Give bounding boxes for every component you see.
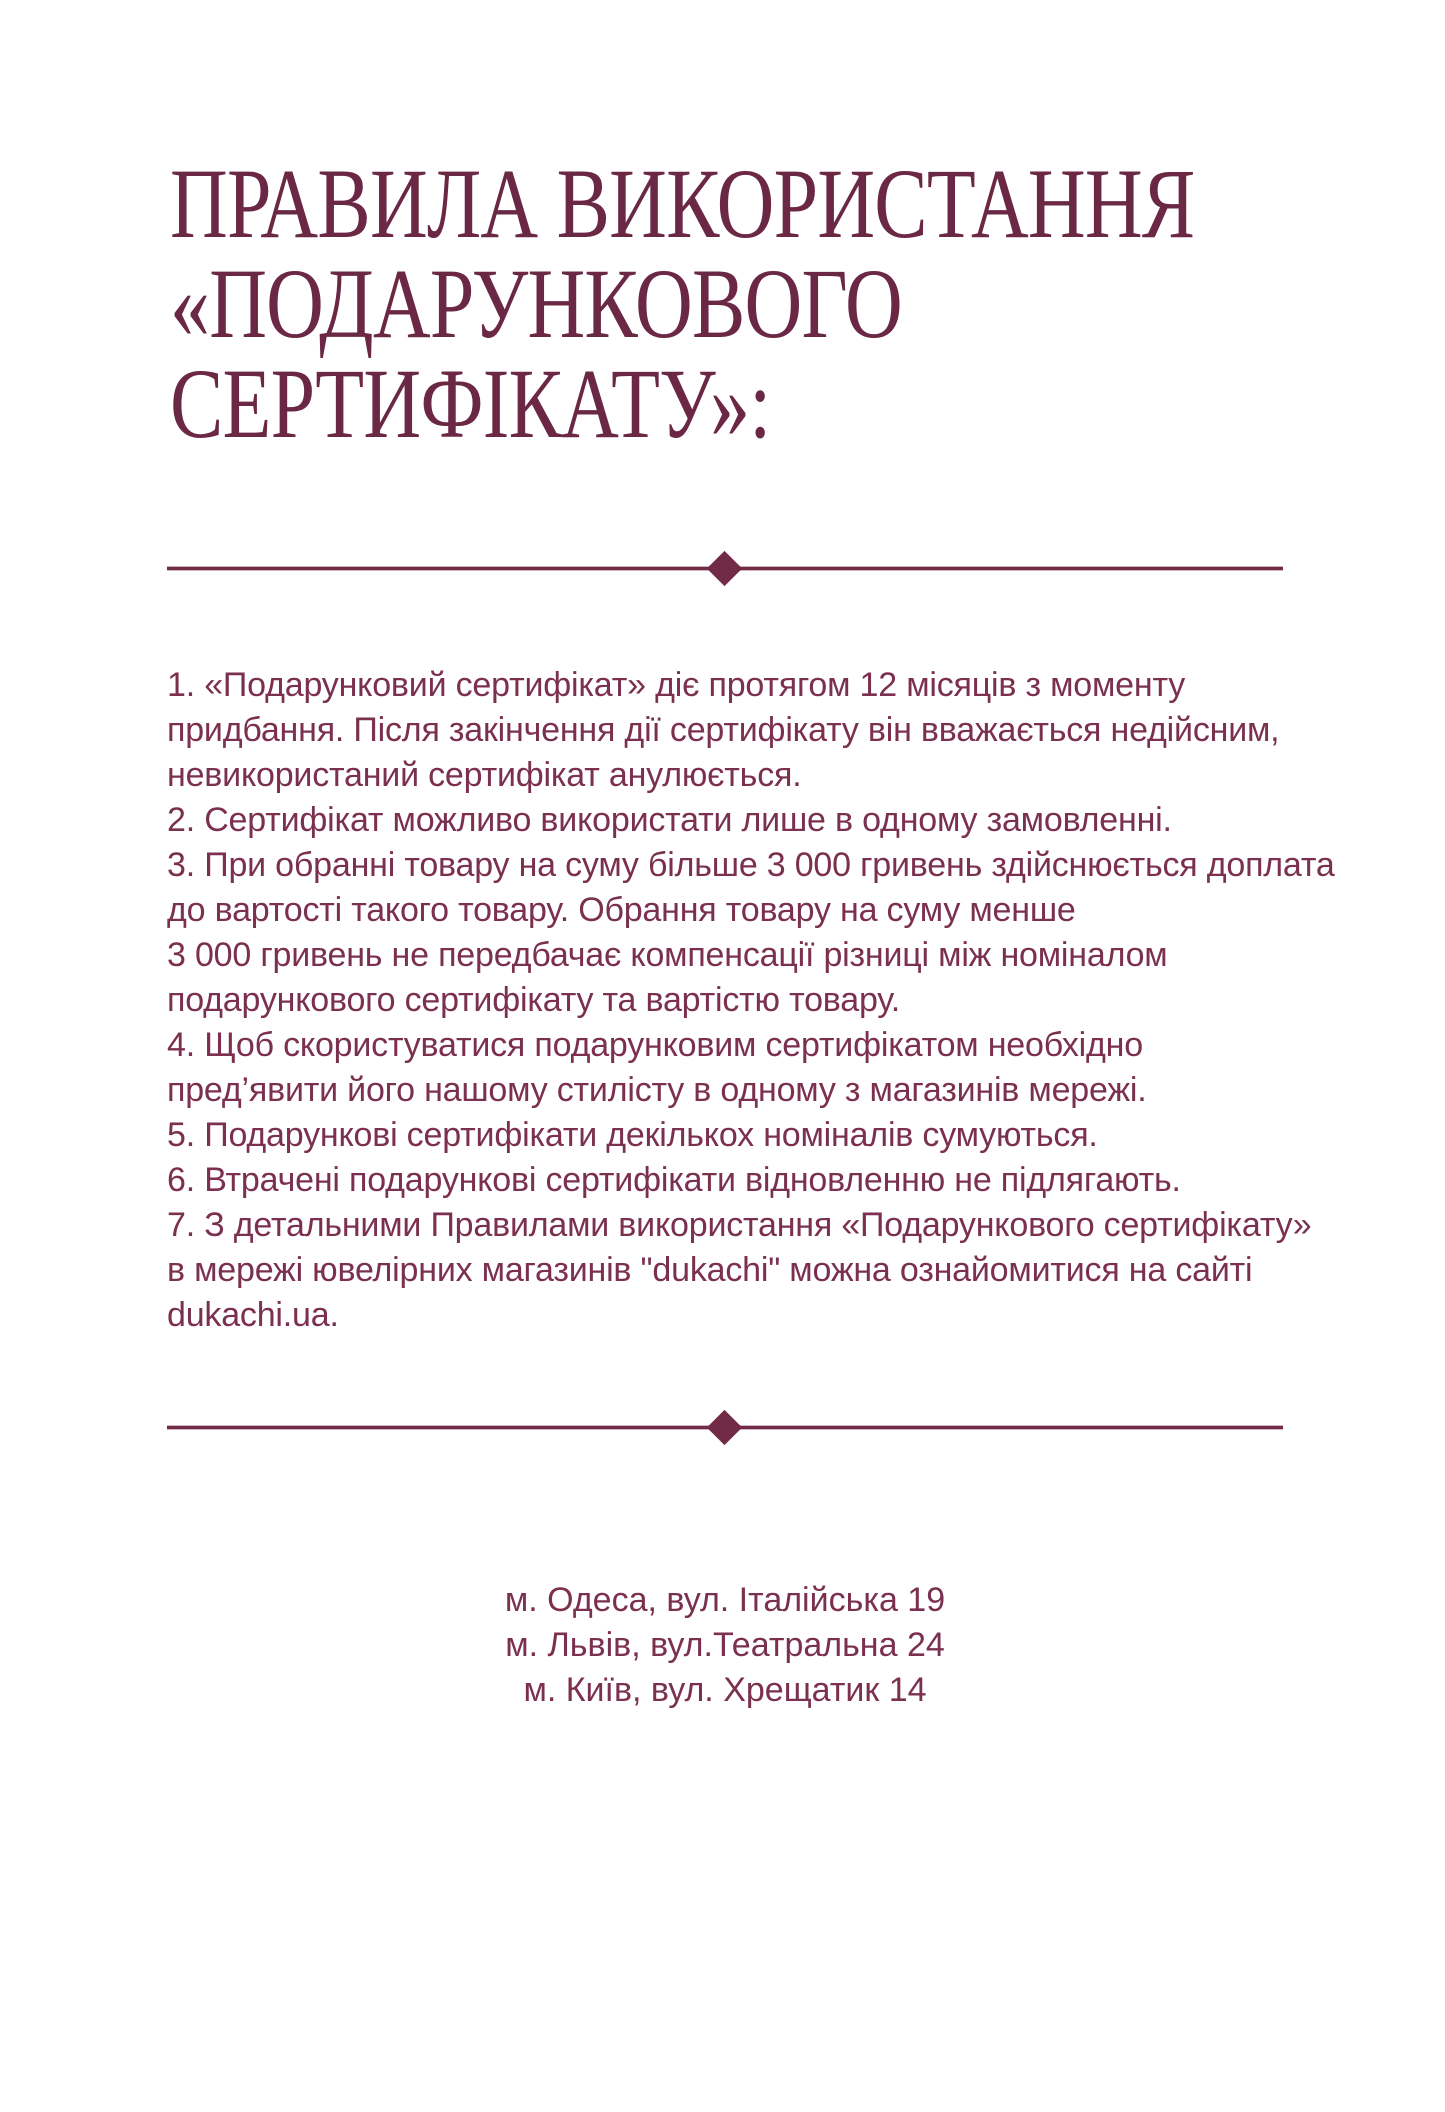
rule-item [167,1113,1335,1158]
rule-line: 7. З детальними Правилами використання «Подарункового сертифікату» [167,1206,1312,1244]
diamond-icon [707,1410,742,1445]
rule-line: dukachi.ua. [167,1296,339,1334]
address-line: м. Львів, вул.Театральна 24 [505,1626,945,1664]
rule-line: в мережі ювелірних магазинів "dukachi" можна ознайомитися на сайті [167,1251,1253,1289]
rule-line: 5. Подарункові сертифікати декількох номіналів сумуються. [167,1116,1098,1154]
rule-line: 3. При обранні товару на суму більше 3 000 гривень здійснюється доплата [167,846,1335,884]
rule-item [167,1023,1335,1113]
rules-list [167,663,1335,1338]
rule-item [167,1203,1335,1338]
title-line: ПРАВИЛА ВИКОРИСТАННЯ [170,148,1195,259]
rule-line: 6. Втрачені подарункові сертифікати відновленню не підлягають. [167,1161,1181,1199]
rule-line: 1. «Подарунковий сертифікат» діє протягом 12 місяців з моменту [167,666,1186,704]
rule-line: невикористаний сертифікат анулюється. [167,756,802,794]
rule-line: подарункового сертифікату та вартістю товару. [167,981,900,1019]
title-line: СЕРТИФІКАТУ»: [170,348,771,459]
rule-line: до вартості такого товару. Обрання товару на суму менше [167,891,1076,929]
address-line: м. Київ, вул. Хрещатик 14 [523,1671,927,1709]
diamond-icon [707,551,742,586]
store-addresses [167,1578,1283,1713]
rule-item [167,663,1335,798]
page-title [170,148,1195,459]
title-line: «ПОДАРУНКОВОГО [170,248,902,359]
address-line: м. Одеса, вул. Італійська 19 [504,1581,946,1619]
rule-line: придбання. Після закінчення дії сертифікату він вважається недійсним, [167,711,1280,749]
rule-item [167,843,1335,1023]
rule-item [167,798,1335,843]
rule-line: 4. Щоб скористуватися подарунковим сертифікатом необхідно [167,1026,1143,1064]
rule-line: 2. Сертифікат можливо використати лише в одному замовленні. [167,801,1172,839]
rule-line: 3 000 гривень не передбачає компенсації різниці між номіналом [167,936,1168,974]
rule-item [167,1158,1335,1203]
rule-line: пред’явити його нашому стилісту в одному з магазинів мережі. [167,1071,1147,1109]
